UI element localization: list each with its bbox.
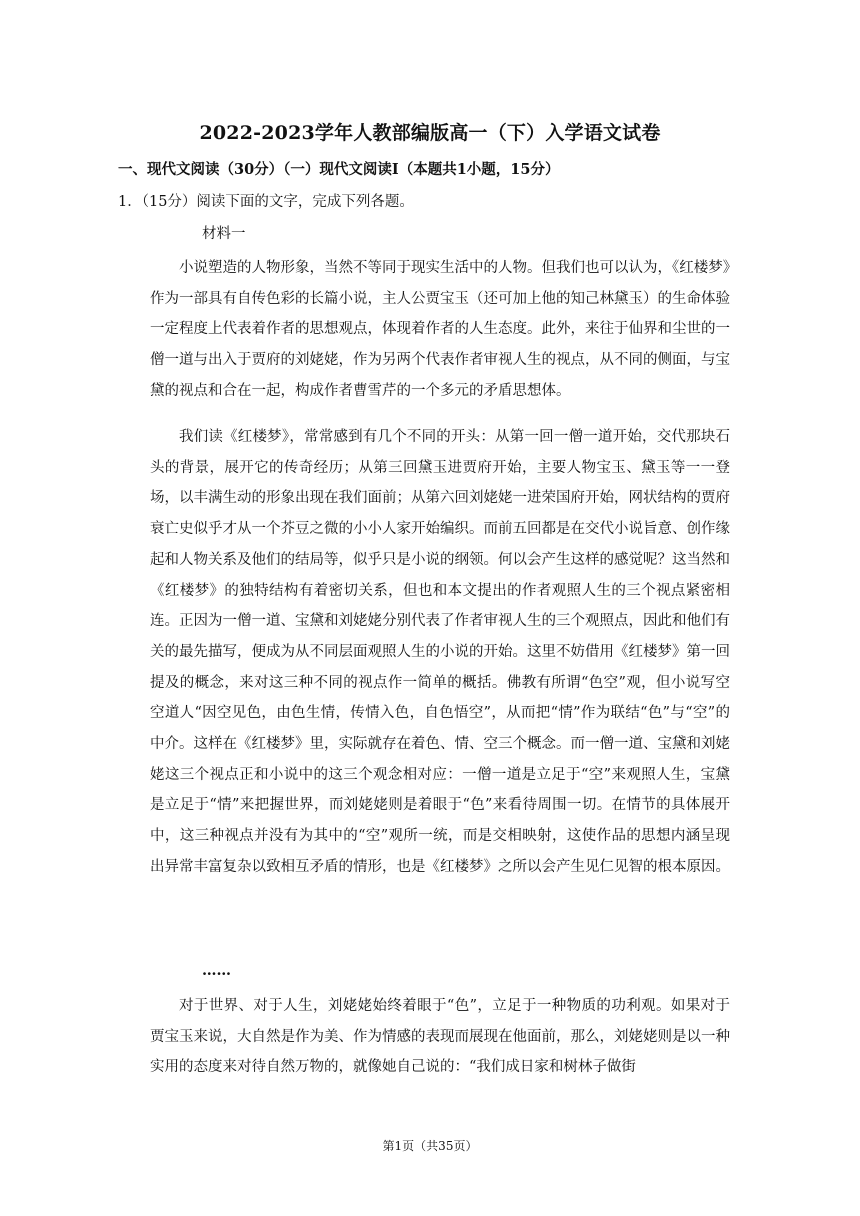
- section-heading: 一、现代文阅读（30分）（一）现代文阅读Ⅰ（本题共1小题，15分）: [118, 161, 560, 178]
- paragraph: 对于世界、对于人生，刘姥姥始终着眼于“色”，立足于一种物质的功利观。如果对于贾宝玉来说，大自然是作为美、作为情感的表现而展现在他面前，那么，刘姥姥则是以一种实用的态度来对待自然万物的，就像她自己说的：“我们成日家和树林子做街: [150, 998, 730, 1076]
- page-footer: 第1页（共35页）: [382, 1139, 478, 1153]
- material-label: 材料一: [202, 226, 246, 242]
- omission-ellipsis: ……: [202, 962, 231, 979]
- paragraph: 小说塑造的人物形象，当然不等同于现实生活中的人物。但我们也可以认为，《红楼梦》作为一部具有自传色彩的长篇小说，主人公贾宝玉（还可加上他的知己林黛玉）的生命体验一定程度上代表着作者的思想观点，体现着作者的人生态度。此外，来往于仙界和尘世的一僧一道与出入于贾府的刘姥姥，作为另两个代表作者审视人生的视点，从不同的侧面，与宝黛的视点和合在一起，构成作者曹雪芹的一个多元的矛盾思想体。: [150, 260, 730, 399]
- paragraph: 我们读《红楼梦》，常常感到有几个不同的开头：从第一回一僧一道开始，交代那块石头的背景，展开它的传奇经历；从第三回黛玉进贾府开始，主要人物宝玉、黛玉等一一登场，以丰满生动的形象出现在我们面前；从第六回刘姥姥一进荣国府开始，网状结构的贾府衰亡史似乎才从一个芥豆之微的小小人家开始编织。而前五回都是在交代小说旨意、创作缘起和人物关系及他们的结局等，似乎只是小说的纲领。何以会产生这样的感觉呢？这当然和《红楼梦》的独特结构有着密切关系，但也和本文提出的作者观照人生的三个视点紧密相连。正因为一僧一道、宝黛和刘姥姥分别代表了作者审视人生的三个观照点，因此和他们有关的最先描写，便成为从不同层面观照人生的小说的开始。这里不妨借用《红楼梦》第一回提及的概念，来对这三种不同的视点作一简单的概括。佛教有所谓“色空”观，但小说写空空道人“因空见色，由色生情，传情入色，自色悟空”，从而把“情”作为联结“色”与“空”的中介。这样在《红楼梦》里，实际就存在着色、情、空三个概念。而一僧一道、宝黛和刘姥姥这三个视点正和小说中的这三个观念相对应：一僧一道是立足于“空”来观照人生，宝黛是立足于“情”来把握世界，而刘姥姥则是着眼于“色”来看待周围一切。在情节的具体展开中，这三种视点并没有为其中的“空”观所一统，而是交相映射，这使作品的思想内涵呈现出异常丰富复杂以致相互矛盾的情形，也是《红楼梦》之所以会产生见仁见智的根本原因。: [150, 429, 730, 875]
- question-intro: 1．（15分）阅读下面的文字，完成下列各题。: [118, 194, 414, 210]
- document-title: 2022-2023学年人教部编版高一（下）入学语文试卷: [199, 122, 661, 144]
